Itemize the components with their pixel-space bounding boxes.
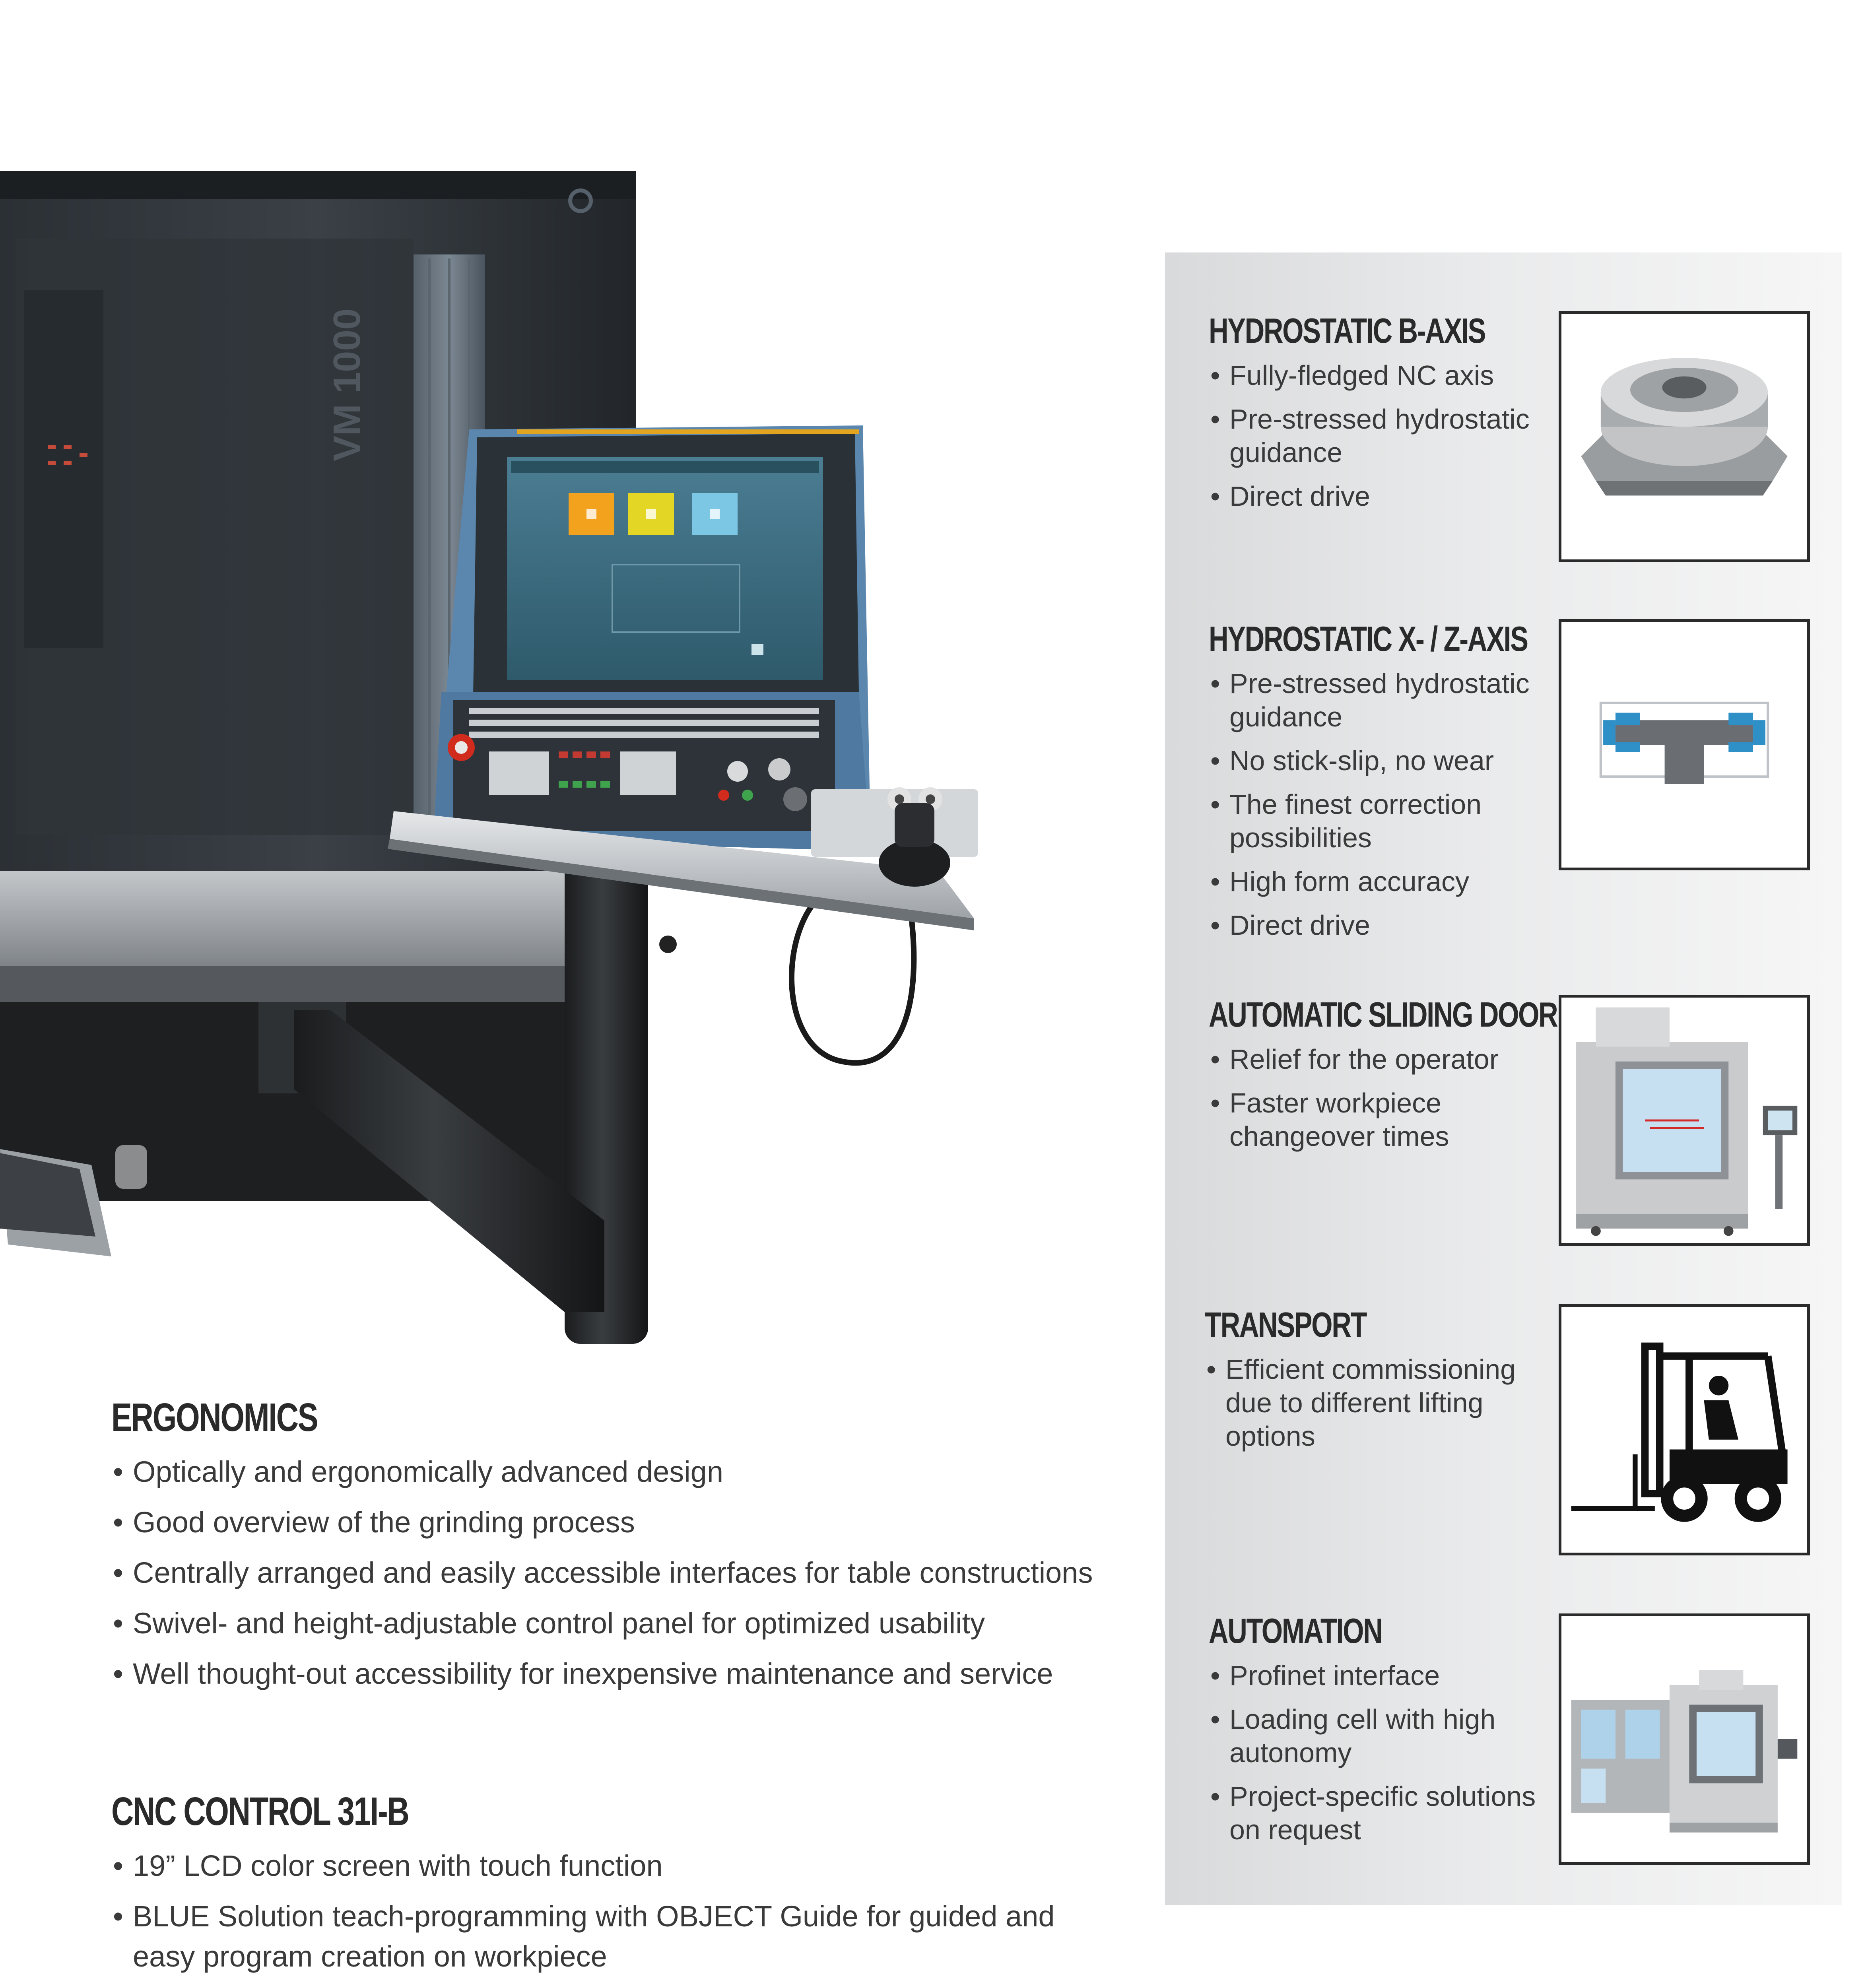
list-item: • Good overview of the grinding process xyxy=(111,1502,1105,1542)
feature-automatic-sliding-door xyxy=(1209,994,1559,1163)
cnc-control-section xyxy=(111,1788,1089,1988)
list-item: • Direct drive xyxy=(1209,909,1559,942)
feature-heading: HYDROSTATIC X- / Z-AXIS xyxy=(1209,619,1528,658)
list-item: • Loading cell with high autonomy xyxy=(1209,1703,1559,1769)
cnc-control-list xyxy=(111,1846,1089,1988)
ergonomics-heading: ERGONOMICS xyxy=(111,1395,318,1440)
list-item: • Fully-fledged NC axis xyxy=(1209,359,1559,392)
feature-heading: AUTOMATION xyxy=(1209,1611,1382,1650)
feature-list xyxy=(1209,667,1559,942)
ergonomics-list xyxy=(111,1452,1105,1694)
forklift-icon xyxy=(1559,1304,1810,1555)
list-item: • BLUE Solution teach-programming with OBJECT Guide for guided and easy program creation on workpiece xyxy=(111,1896,1089,1976)
feature-heading: TRANSPORT xyxy=(1205,1305,1367,1344)
list-item: • No stick-slip, no wear xyxy=(1209,744,1559,777)
list-item: • Direct drive xyxy=(1209,480,1559,513)
feature-list xyxy=(1209,1043,1559,1153)
list-item: • Faster workpiece changeover times xyxy=(1209,1086,1559,1153)
list-item: • Well thought-out accessibility for inexpensive maintenance and service xyxy=(111,1654,1105,1694)
list-item: • Relief for the operator xyxy=(1209,1043,1559,1076)
feature-list xyxy=(1209,359,1559,513)
feature-list xyxy=(1209,1659,1559,1846)
list-item: • The finest correction possibilities xyxy=(1209,788,1559,854)
loading-cell-icon xyxy=(1559,1613,1810,1865)
feature-automation xyxy=(1209,1610,1559,1857)
ergonomics-section xyxy=(111,1394,1105,1704)
feature-hydrostatic-b-axis xyxy=(1209,310,1559,523)
feature-heading: AUTOMATIC SLIDING DOOR xyxy=(1209,995,1557,1034)
feature-heading: HYDROSTATIC B-AXIS xyxy=(1209,311,1485,350)
list-item: • Profinet interface xyxy=(1209,1659,1559,1692)
list-item: • Centrally arranged and easily accessible interfaces for table constructions xyxy=(111,1553,1105,1593)
list-item: • Swivel- and height-adjustable control panel for optimized usability xyxy=(111,1603,1105,1643)
feature-list xyxy=(1205,1353,1555,1453)
list-item: • Pre-stressed hydrostatic guidance xyxy=(1209,667,1559,734)
list-item: • Pre-stressed hydrostatic guidance xyxy=(1209,402,1559,469)
guideway-section-icon xyxy=(1559,619,1810,870)
feature-hydrostatic-xz-axis xyxy=(1209,618,1559,952)
feature-transport xyxy=(1205,1304,1555,1463)
machine-model-label: VM 1000 xyxy=(326,308,368,461)
rotary-table-icon xyxy=(1559,311,1810,562)
machine-door-icon xyxy=(1559,995,1810,1246)
cnc-control-heading: CNC CONTROL 31I-B xyxy=(111,1789,409,1834)
machine-illustration xyxy=(0,0,1153,1372)
list-item: • 19” LCD color screen with touch function xyxy=(111,1846,1089,1886)
list-item: • Project-specific solutions on request xyxy=(1209,1780,1559,1846)
list-item: • Optically and ergonomically advanced design xyxy=(111,1452,1105,1492)
list-item: • High form accuracy xyxy=(1209,865,1559,898)
list-item: • Efficient commissioning due to different lifting options xyxy=(1205,1353,1555,1453)
